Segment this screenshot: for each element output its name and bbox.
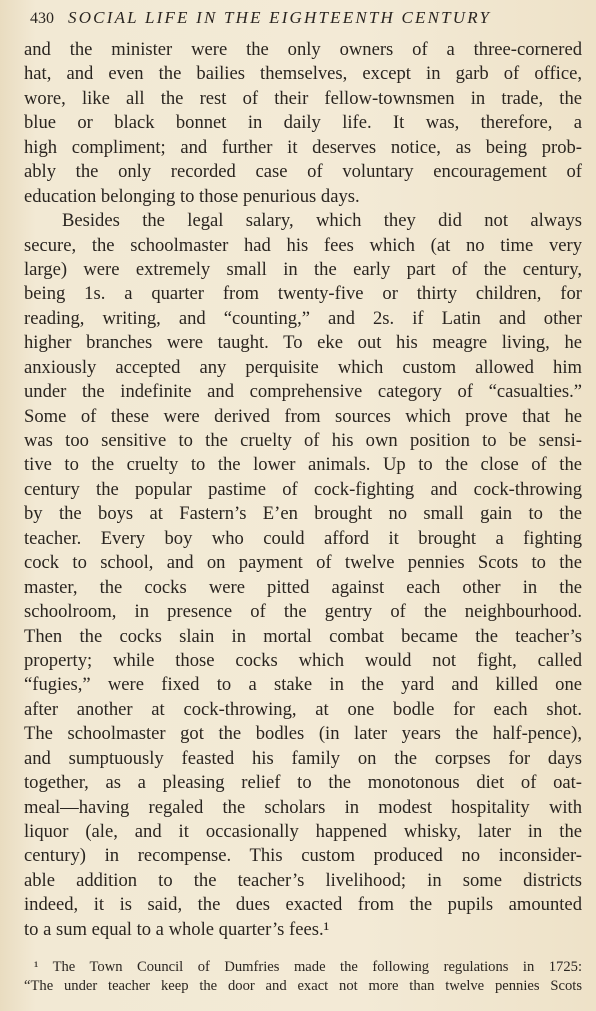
footnote-line: “The under teacher keep the door and exact not more than twelve pennies Scots (24, 978, 582, 994)
text-line: secure, the schoolmaster had his fees which (at no time very (24, 234, 582, 256)
text-line: century the popular pastime of cock-fighting and cock-throwing (24, 478, 582, 500)
text-line: wore, like all the rest of their fellow-townsmen in trade, the (24, 87, 582, 109)
text-line: together, as a pleasing relief to the monotonous diet of oat- (24, 772, 582, 794)
text-line: under the indefinite and comprehensive category of “casualties.” (24, 381, 582, 403)
page-number: 430 (30, 10, 54, 27)
text-line: being 1s. a quarter from twenty-five or thirty children, for (24, 283, 582, 305)
text-line: large) were extremely small in the early part of the century, (24, 258, 582, 280)
text-line: to a sum equal to a whole quarter’s fees.¹ (24, 918, 330, 940)
running-title: SOCIAL LIFE IN THE EIGHTEENTH CENTURY (68, 8, 492, 27)
text-line: hat, and even the bailies themselves, except in garb of office, (24, 63, 582, 85)
footnotes (24, 958, 582, 996)
text-line: by the boys at Fastern’s E’en brought no small gain to the (24, 503, 582, 525)
text-line: indeed, it is said, the dues exacted from the pupils amounted (24, 894, 582, 916)
text-line: blue or black bonnet in daily life. It was, therefore, a (24, 112, 582, 134)
text-line: century) in recompense. This custom produced no inconsider- (24, 845, 582, 867)
text-line: after another at cock-throwing, at one bodle for each shot. (24, 698, 582, 720)
text-line: Some of these were derived from sources which prove that he (24, 405, 582, 427)
text-line: and sumptuously feasted his family on the corpses for days (24, 747, 582, 769)
text-line: Then the cocks slain in mortal combat became the teacher’s (24, 625, 582, 647)
text-line: master, the cocks were pitted against each other in the (24, 576, 582, 598)
text-line: “fugies,” were fixed to a stake in the yard and killed one (24, 674, 582, 696)
text-line: meal—having regaled the scholars in modest hospitality with (24, 796, 582, 818)
text-line: high compliment; and further it deserves notice, as being prob- (24, 136, 582, 158)
page-header (30, 8, 570, 32)
text-line: liquor (ale, and it occasionally happened whisky, later in the (24, 821, 582, 842)
text-line: able addition to the teacher’s livelihood; in some districts (24, 869, 582, 891)
text-line: reading, writing, and “counting,” and 2s. if Latin and other (24, 307, 582, 329)
text-line: education belonging to those penurious days. (24, 185, 360, 207)
footnote-line: ¹ The Town Council of Dumfries made the following regulations in 1725: (34, 959, 582, 975)
text-line: schoolroom, in presence of the gentry of the neighbourhood. (24, 601, 582, 623)
text-line: Besides the legal salary, which they did not always (62, 210, 582, 232)
text-line: higher branches were taught. To eke out his meagre living, he (24, 332, 582, 354)
text-line: anxiously accepted any perquisite which custom allowed him (24, 356, 582, 378)
text-line: and the minister were the only owners of a three-cornered (24, 39, 582, 60)
text-line: ably the only recorded case of voluntary encouragement of (24, 161, 582, 183)
text-line: cock to school, and on payment of twelve pennies Scots to the (24, 552, 582, 574)
text-line: The schoolmaster got the bodles (in later years the half-pence), (24, 723, 582, 745)
text-line: teacher. Every boy who could afford it brought a fighting (24, 527, 582, 549)
body-text (24, 38, 582, 942)
text-line: was too sensitive to the cruelty of his own position to be sensi- (24, 430, 582, 451)
text-line: tive to the cruelty to the lower animals. Up to the close of the (24, 454, 582, 476)
text-line: property; while those cocks which would not fight, called (24, 649, 582, 671)
